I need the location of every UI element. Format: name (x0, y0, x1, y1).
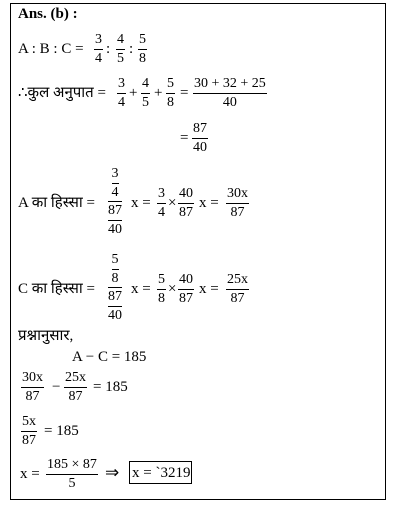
multiply-sign: × (168, 281, 177, 297)
according-label: प्रश्नानुसार, (18, 328, 74, 344)
ratio-fraction-c: 5 8 (139, 32, 146, 66)
eq3-fraction: 5x 87 (22, 414, 36, 448)
sum-fraction-1: 3 4 (118, 76, 125, 110)
a-share-label: A का हिस्सा = (18, 195, 95, 211)
multiply-sign: × (168, 195, 177, 211)
eq3-rhs: = 185 (44, 423, 79, 439)
final-answer: x = `3219 (132, 465, 191, 481)
plus-sign: + (154, 85, 163, 101)
ratio-separator: : (106, 41, 111, 57)
ratio-fraction-b: 4 5 (117, 32, 124, 66)
equals-sign: = (180, 130, 189, 146)
difference-equation: A − C = 185 (72, 349, 147, 365)
a-share-fraction-1: 3 4 (158, 186, 165, 220)
eq4-fraction: 185 × 87 5 (47, 457, 97, 491)
equals-sign: = (180, 85, 189, 101)
eq2-rhs: = 185 (93, 379, 128, 395)
ratio-prefix: A : B : C = (18, 41, 84, 57)
c-share-fraction-2: 40 87 (179, 272, 193, 306)
a-share-result: 30x 87 (227, 186, 248, 220)
times-x: x = (131, 195, 151, 211)
x-equals: x = (20, 466, 40, 482)
total-ratio-label: ∴कुल अनुपात = (18, 85, 106, 101)
times-x: x = (131, 281, 151, 297)
ratio-fraction-a: 3 4 (95, 32, 102, 66)
sum-result-fraction: 30 + 32 + 25 40 (194, 76, 266, 110)
eq2-fraction-2: 25x 87 (65, 370, 86, 404)
c-share-complex-fraction: 5 8 87 40 (108, 252, 122, 323)
eq2-fraction-1: 30x 87 (22, 370, 43, 404)
minus-sign: − (52, 379, 61, 395)
implies-arrow: ⇒ (105, 463, 120, 482)
total-ratio-result: 87 40 (193, 121, 207, 155)
sum-fraction-2: 4 5 (142, 76, 149, 110)
times-x: x = (199, 195, 219, 211)
ratio-separator: : (129, 41, 134, 57)
c-share-label: C का हिस्सा = (18, 281, 95, 297)
c-share-fraction-1: 5 8 (158, 272, 165, 306)
plus-sign: + (129, 85, 138, 101)
a-share-fraction-2: 40 87 (179, 186, 193, 220)
a-share-complex-fraction: 3 4 87 40 (108, 166, 122, 237)
c-share-result: 25x 87 (227, 272, 248, 306)
answer-label: Ans. (b) : (18, 6, 78, 22)
sum-fraction-3: 5 8 (167, 76, 174, 110)
times-x: x = (199, 281, 219, 297)
